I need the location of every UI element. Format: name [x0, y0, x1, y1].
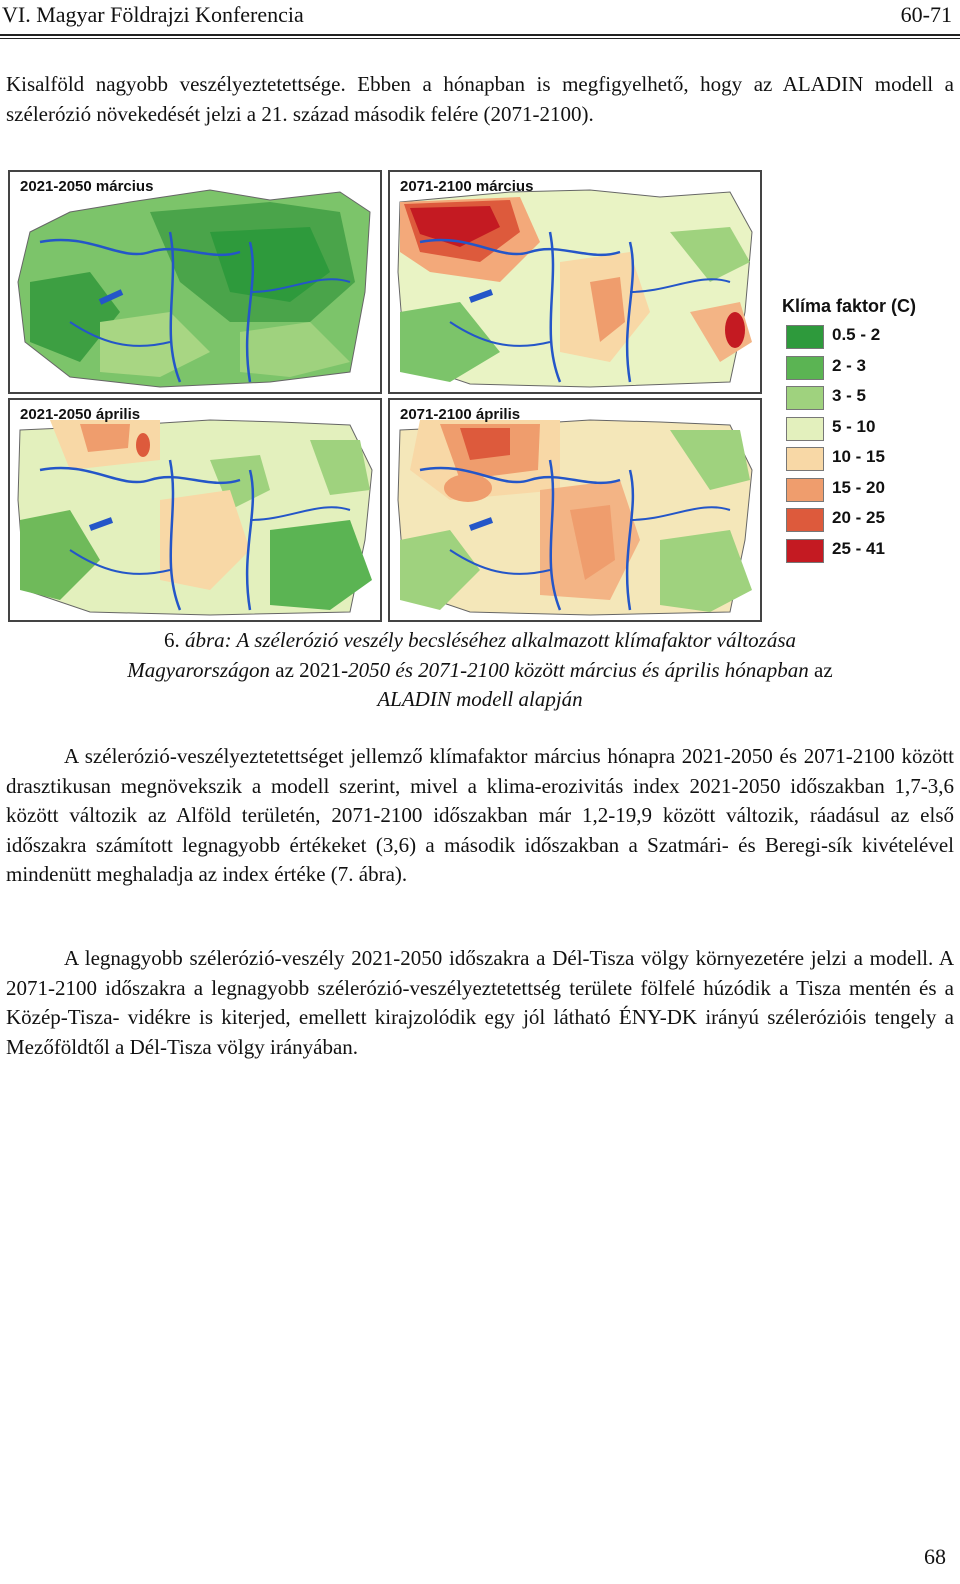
body-paragraph-2: A legnagyobb szélerózió-veszély 2021-2050 időszakra a Dél-Tisza völgy környezetére jelzi a modell. A 2071-2100 időszakra a legnagyobb szélerózió-veszélyeztetettség területe fölfelé húzódik a Tisza mentén és a Közép-Tisza- vidékre is kiterjed, emellett kirajzolódik egy jól látható ÉNY-DK irányú szélerózióis tengely a Mezőföldtől a Dél-Tisza völgy irányában.	[6, 946, 954, 1059]
body-paragraph-1: A szélerózió-veszélyeztetettséget jellemző klímafaktor március hónapra 2021-2050 és 2071-2100 között drasztikusan megnövekszik a modell szerint, mivel a klima-erozivitás index 2021-2050 időszakban 1,7-3,6 között változik az Alföld területén, 2071-2100 időszakban már 1,2-19,9 között változik, ráadásul az első időszakra számított legnagyobb értékeket (3,6) a második időszakban a Szatmári- és Beregi-sík kivételével mindenütt meghaladja az index értéke (7. ábra).	[6, 744, 954, 886]
intro-paragraph: Kisalföld nagyobb veszélyeztetettsége. Ebben a hónapban is megfigyelhető, hogy az ALADIN modell a szélerózió növekedését jelzi a 21. század második felére (2071-2100).	[6, 72, 954, 126]
map-title: 2071-2100 április	[400, 406, 521, 423]
legend-item	[782, 537, 952, 568]
legend-swatch	[786, 386, 824, 410]
figure-6	[0, 168, 960, 628]
caption-text-3: az 2021-	[275, 657, 349, 682]
legend-label: 20 - 25	[832, 508, 885, 527]
page-number: 68	[924, 1544, 946, 1569]
caption-number: 6.	[163, 628, 180, 652]
caption-text-6: ALADIN modell alapján	[377, 687, 583, 711]
caption-text-4: 2050 és 2071-2100 között március és április hónapban	[348, 657, 809, 682]
map-image	[10, 172, 380, 392]
figure-caption	[0, 626, 960, 715]
legend-label: 15 - 20	[832, 477, 885, 497]
map-image	[390, 172, 760, 392]
map-image	[10, 400, 380, 620]
legend-swatch	[786, 539, 824, 563]
legend-item	[782, 506, 952, 537]
legend	[782, 296, 952, 567]
legend-label: 0.5 - 2	[832, 325, 881, 344]
legend-title: Klíma faktor (C)	[782, 296, 917, 316]
map-title: 2071-2100 március	[400, 178, 534, 195]
legend-swatch	[786, 417, 824, 441]
map-title: 2021-2050 március	[20, 178, 154, 195]
header-rule-thin	[0, 38, 960, 39]
legend-swatch	[786, 478, 824, 502]
map-2021-2050-marcius	[8, 170, 382, 394]
map-2071-2100-aprilis	[388, 398, 762, 622]
map-2071-2100-marcius	[388, 170, 762, 394]
conference-title: VI. Magyar Földrajzi Konferencia	[2, 2, 304, 27]
legend-label: 3 - 5	[832, 386, 867, 405]
legend-swatch	[786, 508, 824, 532]
legend-label: 5 - 10	[832, 416, 876, 436]
caption-text-1: ábra: A szélerózió veszély becsléséhez alkalmazott klímafaktor változása	[184, 628, 797, 652]
map-2021-2050-aprilis	[8, 398, 382, 622]
caption-text-5: az	[814, 657, 833, 682]
map-title: 2021-2050 április	[20, 406, 141, 423]
legend-items	[782, 323, 952, 567]
caption-text-2: Magyarországon	[127, 657, 271, 682]
legend-item	[782, 384, 952, 415]
legend-item	[782, 445, 952, 476]
caption-line-3	[0, 685, 960, 715]
legend-item	[782, 323, 952, 354]
legend-label: 25 - 41	[832, 538, 885, 558]
caption-line-2	[0, 656, 960, 686]
header-rule	[0, 34, 960, 36]
map-image	[390, 400, 760, 620]
legend-swatch	[786, 356, 824, 380]
legend-swatch	[786, 447, 824, 471]
caption-line-1	[0, 626, 960, 656]
page-range: 60-71	[900, 2, 952, 27]
legend-item	[782, 476, 952, 507]
legend-label: 2 - 3	[832, 355, 867, 375]
page-header	[0, 0, 960, 30]
legend-item	[782, 415, 952, 446]
legend-label: 10 - 15	[832, 447, 885, 466]
legend-swatch	[786, 325, 824, 349]
legend-item	[782, 354, 952, 385]
